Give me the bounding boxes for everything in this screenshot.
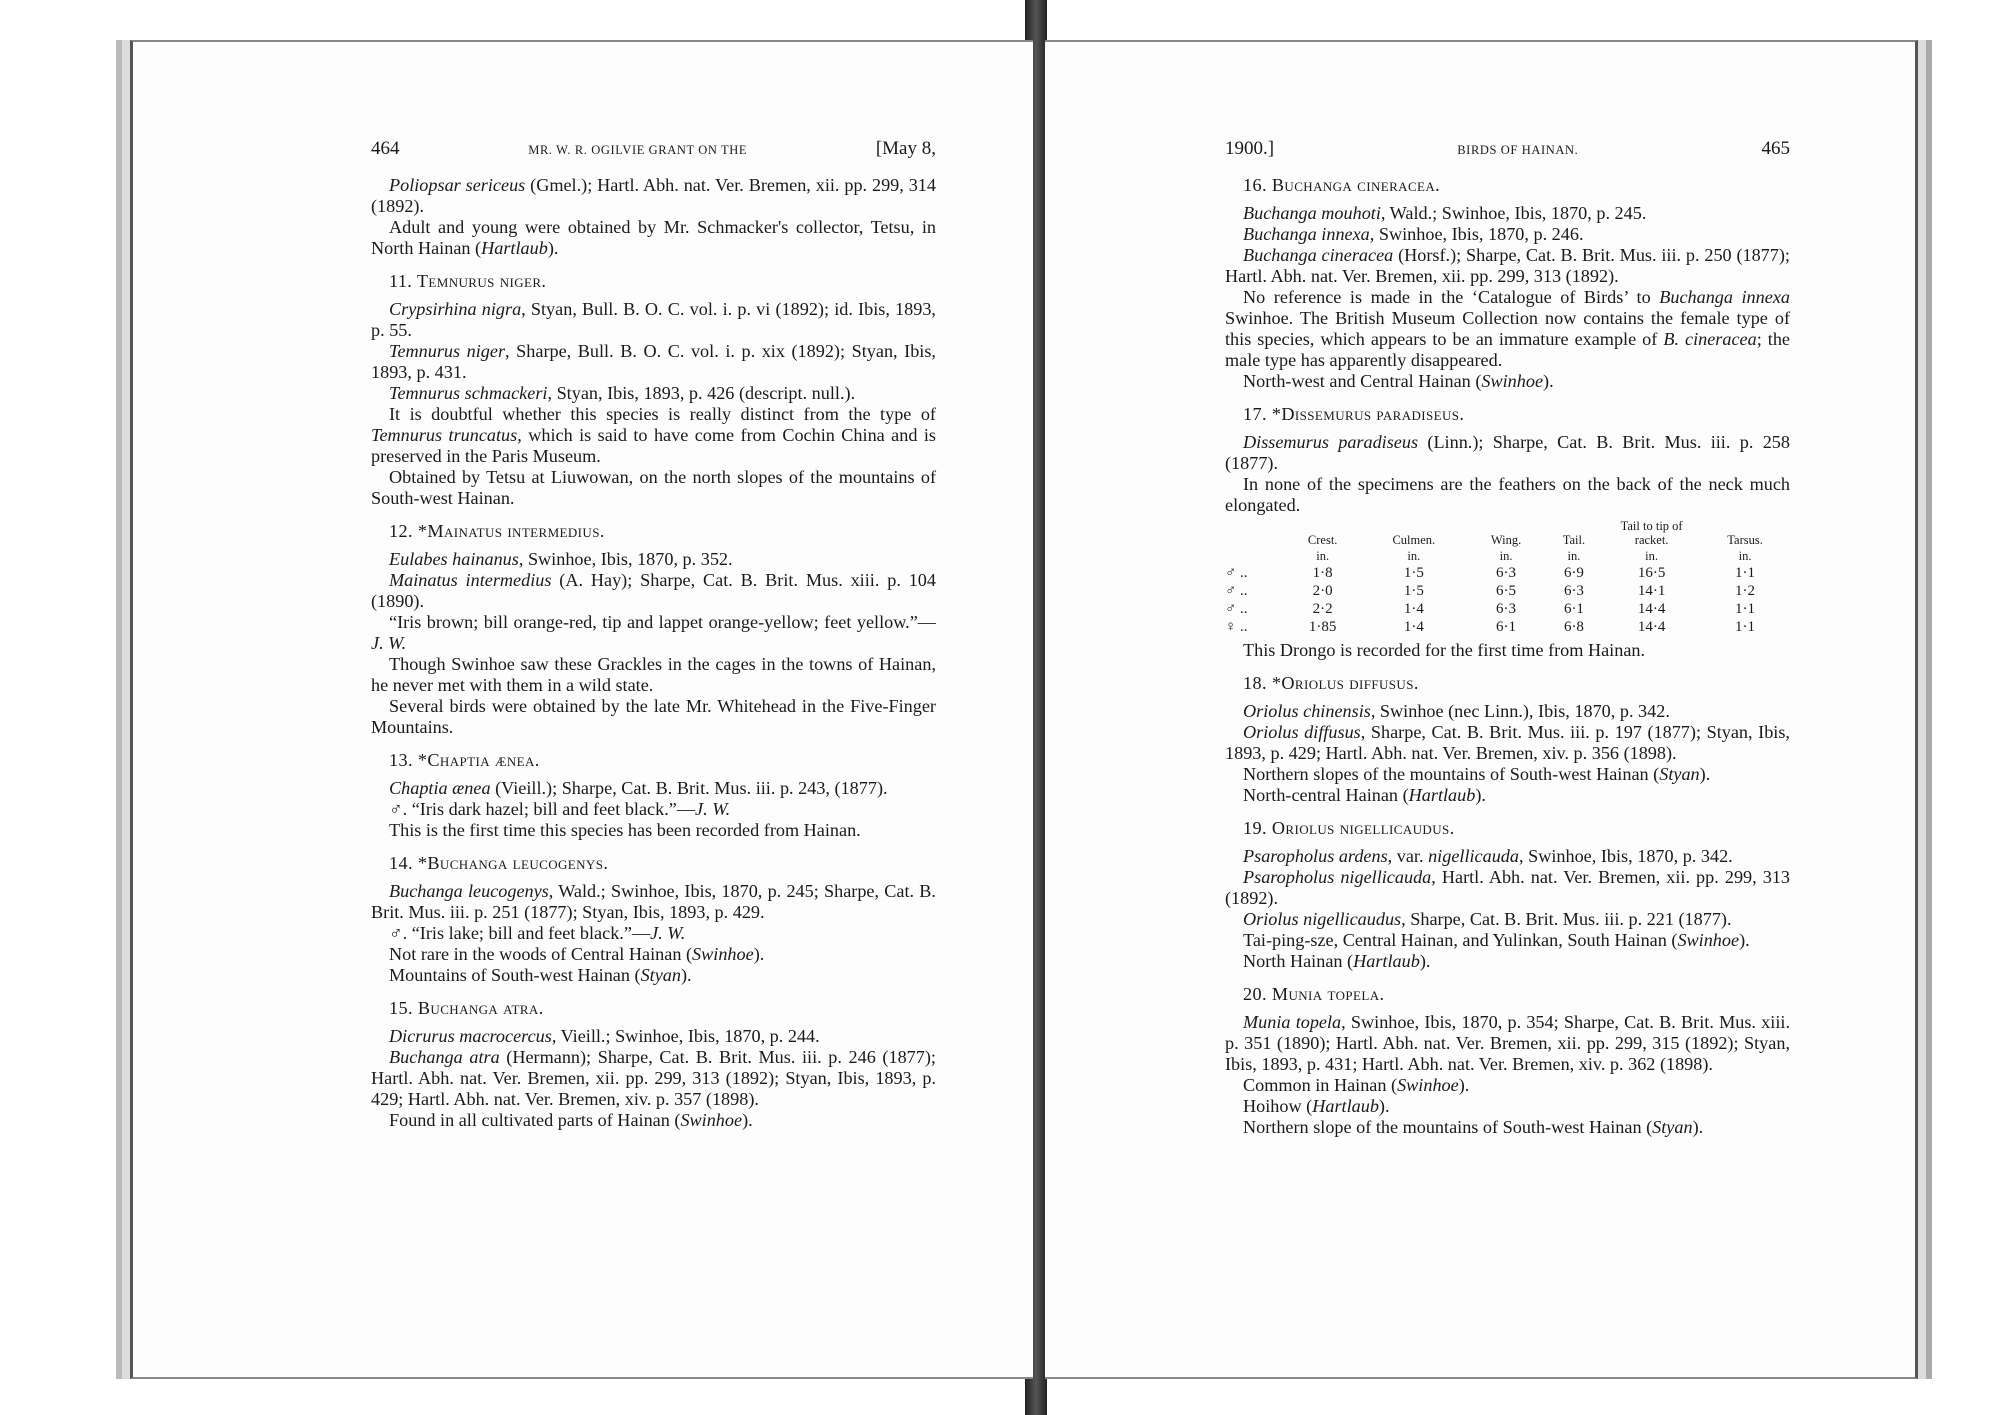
table-cell: 1·4 bbox=[1403, 601, 1424, 617]
synonym-entry: Eulabes hainanus, Swinhoe, Ibis, 1870, p. 352. bbox=[389, 549, 733, 569]
table-cell: 6·3 bbox=[1496, 565, 1517, 581]
synonym-entry: Buchanga cineracea (Horsf.); Sharpe, Cat. B. Brit. Mus. iii. p. 250 (1877); Hartl. Abh. nat. Ver. Bremen, xii. pp. 299, 313 (1892). bbox=[1225, 245, 1790, 286]
running-title: BIRDS OF HAINAN. bbox=[1457, 143, 1579, 157]
synonym-entry: Buchanga mouhoti, Wald.; Swinhoe, Ibis, 1870, p. 245. bbox=[1243, 203, 1647, 223]
table-header-row bbox=[1225, 518, 1790, 548]
species-heading: 17. *Dissemurus paradiseus. bbox=[1243, 404, 1465, 424]
unit-label: in. bbox=[1645, 549, 1659, 563]
species-heading: 13. *Chaptia ænea. bbox=[389, 750, 540, 770]
species-heading: 11. Temnurus niger. bbox=[389, 271, 547, 291]
species-heading: 15. Buchanga atra. bbox=[389, 998, 544, 1018]
synonym-entry: Dissemurus paradiseus (Linn.); Sharpe, Cat. B. Brit. Mus. iii. p. 258 (1877). bbox=[1225, 432, 1790, 473]
species-heading: 12. *Mainatus intermedius. bbox=[389, 521, 605, 541]
unit-label: in. bbox=[1316, 549, 1330, 563]
locality-line: Northern slope of the mountains of South-west Hainan (Styan). bbox=[1243, 1117, 1704, 1137]
synonym-entry: Buchanga atra (Hermann); Sharpe, Cat. B. Brit. Mus. iii. p. 246 (1877); Hartl. Abh. nat. Ver. Bremen, xii. pp. 299, 313 (1892); Styan, Ibis, 1893, p. 429; Hartl. Abh. nat. Ver. Bremen, xiv. p. 357 (1898). bbox=[371, 1047, 936, 1109]
table-cell: 6·8 bbox=[1563, 619, 1584, 635]
sex-symbol: ♂ .. bbox=[1225, 601, 1248, 617]
synonym-entry: Oriolus diffusus, Sharpe, Cat. B. Brit. Mus. iii. p. 197 (1877); Styan, Ibis, 1893, p. 429; Hartl. Abh. nat. Ver. Bremen, xiv. p. 356 (1898). bbox=[1225, 722, 1790, 763]
sex-symbol: ♀ .. bbox=[1225, 619, 1248, 635]
synonym-entry: Munia topela, Swinhoe, Ibis, 1870, p. 354; Sharpe, Cat. B. Brit. Mus. xiii. p. 351 (1890); Hartl. Abh. nat. Ver. Bremen, xii. pp. 299, 315 (1892); Styan, Ibis, 1893, p. 431; Hartl. Abh. nat. Ver. Bremen, xiv. p. 362 (1898). bbox=[1225, 1012, 1790, 1074]
left-running-head bbox=[371, 138, 936, 161]
column-header: Tarsus. bbox=[1727, 533, 1763, 547]
species-heading: 20. Munia topela. bbox=[1243, 984, 1385, 1004]
left-page bbox=[130, 40, 1033, 1379]
paragraph: It is doubtful whether this species is really distinct from the type of Temnurus truncatus, which is said to have come from Cochin China and is preserved in the Paris Museum. bbox=[371, 404, 936, 466]
table-cell: 6·9 bbox=[1563, 565, 1584, 581]
column-header: Tail to tip of racket. bbox=[1620, 519, 1683, 547]
table-cell: 1·5 bbox=[1403, 583, 1424, 599]
unit-label: in. bbox=[1738, 549, 1752, 563]
synonym-entry: Mainatus intermedius (A. Hay); Sharpe, Cat. B. Brit. Mus. xiii. p. 104 (1890). bbox=[371, 570, 936, 611]
synonym-entry: Psaropholus nigellicauda, Hartl. Abh. nat. Ver. Bremen, xii. pp. 299, 313 (1892). bbox=[1225, 867, 1791, 908]
field-note: ♂. “Iris lake; bill and feet black.”—J. W. bbox=[389, 923, 686, 943]
sex-symbol: ♂ .. bbox=[1225, 583, 1248, 599]
table-cell: 1·8 bbox=[1312, 565, 1333, 581]
running-title: MR. W. R. OGILVIE GRANT ON THE bbox=[528, 143, 748, 157]
paragraph: Obtained by Tetsu at Liuwowan, on the north slopes of the mountains of South-west Hainan. bbox=[371, 467, 936, 508]
synonym-entry: Chaptia ænea (Vieill.); Sharpe, Cat. B. Brit. Mus. iii. p. 243, (1877). bbox=[389, 778, 888, 798]
date-mark: 1900.] bbox=[1225, 138, 1275, 159]
right-page bbox=[1045, 40, 1918, 1379]
table-row bbox=[1225, 600, 1790, 618]
unit-label: in. bbox=[1567, 549, 1581, 563]
locality-line: Common in Hainan (Swinhoe). bbox=[1243, 1075, 1470, 1095]
synonym-entry: Oriolus chinensis, Swinhoe (nec Linn.), Ibis, 1870, p. 342. bbox=[1243, 701, 1670, 721]
paragraph: Though Swinhoe saw these Grackles in the cages in the towns of Hainan, he never met with them in a wild state. bbox=[371, 654, 936, 695]
synonym-entry: Temnurus niger, Sharpe, Bull. B. O. C. vol. i. p. xix (1892); Styan, Ibis, 1893, p. 431. bbox=[371, 341, 936, 382]
field-note: ♂. “Iris dark hazel; bill and feet black.”—J. W. bbox=[389, 799, 731, 819]
synonym-entry: Crypsirhina nigra, Styan, Bull. B. O. C. vol. i. p. vi (1892); id. Ibis, 1893, p. 55. bbox=[371, 299, 936, 340]
table-cell: 6·3 bbox=[1496, 601, 1517, 617]
table-row bbox=[1225, 618, 1790, 636]
table-cell: 1·85 bbox=[1308, 619, 1337, 635]
table-cell: 14·4 bbox=[1637, 601, 1666, 617]
table-cell: 6·3 bbox=[1563, 583, 1584, 599]
species-heading: 14. *Buchanga leucogenys. bbox=[389, 853, 609, 873]
column-header: Culmen. bbox=[1392, 533, 1436, 547]
locality-line: North-central Hainan (Hartlaub). bbox=[1243, 785, 1486, 805]
species-heading: 19. Oriolus nigellicaudus. bbox=[1243, 818, 1455, 838]
table-cell: 6·1 bbox=[1496, 619, 1517, 635]
synonym-entry: Psaropholus ardens, var. nigellicauda, Swinhoe, Ibis, 1870, p. 342. bbox=[1243, 846, 1733, 866]
left-page-text bbox=[371, 138, 936, 1131]
table-cell: 6·5 bbox=[1496, 583, 1517, 599]
right-running-head bbox=[1225, 138, 1790, 161]
paragraph: Adult and young were obtained by Mr. Schmacker's collector, Tetsu, in North Hainan (Hartlaub). bbox=[371, 217, 936, 258]
locality-line: North-west and Central Hainan (Swinhoe). bbox=[1243, 371, 1554, 391]
paragraph: Several birds were obtained by the late Mr. Whitehead in the Five-Finger Mountains. bbox=[371, 696, 936, 737]
table-cell: 1·1 bbox=[1735, 619, 1756, 635]
species-heading: 16. Buchanga cineracea. bbox=[1243, 175, 1441, 195]
page-number: 465 bbox=[1761, 138, 1790, 159]
synonym-entry: Buchanga innexa, Swinhoe, Ibis, 1870, p. 246. bbox=[1243, 224, 1584, 244]
table-cell: 1·5 bbox=[1403, 565, 1424, 581]
measurements-table bbox=[1225, 518, 1790, 636]
table-cell: 1·1 bbox=[1735, 565, 1756, 581]
locality-line: Not rare in the woods of Central Hainan (Swinhoe). bbox=[389, 944, 765, 964]
column-header: Crest. bbox=[1307, 533, 1338, 547]
locality-line: North Hainan (Hartlaub). bbox=[1243, 951, 1431, 971]
table-cell: 2·0 bbox=[1312, 583, 1333, 599]
field-note: “Iris brown; bill orange-red, tip and lappet orange-yellow; feet yellow.”—J. W. bbox=[371, 612, 936, 653]
paragraph: In none of the specimens are the feathers on the back of the neck much elongated. bbox=[1225, 474, 1790, 515]
sex-symbol: ♂ .. bbox=[1225, 565, 1248, 581]
paragraph: This Drongo is recorded for the first time from Hainan. bbox=[1243, 640, 1646, 660]
locality-line: Tai-ping-sze, Central Hainan, and Yulinkan, South Hainan (Swinhoe). bbox=[1243, 930, 1750, 950]
locality-line: Mountains of South-west Hainan (Styan). bbox=[389, 965, 692, 985]
table-cell: 14·1 bbox=[1637, 583, 1666, 599]
locality-line: Found in all cultivated parts of Hainan (Swinhoe). bbox=[389, 1110, 753, 1130]
table-cell: 1·2 bbox=[1735, 583, 1756, 599]
synonym-entry: Poliopsar sericeus (Gmel.); Hartl. Abh. nat. Ver. Bremen, xii. pp. 299, 314 (1892). bbox=[371, 175, 936, 216]
locality-line: Hoihow (Hartlaub). bbox=[1243, 1096, 1390, 1116]
synonym-entry: Buchanga leucogenys, Wald.; Swinhoe, Ibis, 1870, p. 245; Sharpe, Cat. B. Brit. Mus. iii. p. 251 (1877); Styan, Ibis, 1893, p. 429. bbox=[371, 881, 936, 922]
unit-label: in. bbox=[1499, 549, 1513, 563]
synonym-entry: Temnurus schmackeri, Styan, Ibis, 1893, p. 426 (descript. null.). bbox=[389, 383, 856, 403]
column-header: Wing. bbox=[1490, 533, 1522, 547]
paragraph: No reference is made in the ‘Catalogue of Birds’ to Buchanga innexa Swinhoe. The British Museum Collection now contains the female type of this species, which appears to be an immature example of B. cineracea; the male type has apparently disappeared. bbox=[1225, 287, 1790, 370]
synonym-entry: Dicrurus macrocercus, Vieill.; Swinhoe, Ibis, 1870, p. 244. bbox=[389, 1026, 820, 1046]
table-units-row bbox=[1225, 548, 1790, 564]
table-row bbox=[1225, 564, 1790, 582]
date-mark: [May 8, bbox=[875, 138, 936, 159]
locality-line: Northern slopes of the mountains of South-west Hainan (Styan). bbox=[1243, 764, 1711, 784]
table-cell: 16·5 bbox=[1637, 565, 1666, 581]
unit-label: in. bbox=[1407, 549, 1421, 563]
table-row bbox=[1225, 582, 1790, 600]
table-cell: 2·2 bbox=[1312, 601, 1333, 617]
book-spread bbox=[110, 40, 1910, 1380]
page-number: 464 bbox=[371, 138, 400, 159]
column-header: Tail. bbox=[1562, 533, 1586, 547]
right-page-text bbox=[1225, 138, 1790, 1138]
table-cell: 1·4 bbox=[1403, 619, 1424, 635]
table-cell: 6·1 bbox=[1563, 601, 1584, 617]
species-heading: 18. *Oriolus diffusus. bbox=[1243, 673, 1419, 693]
table-cell: 1·1 bbox=[1735, 601, 1756, 617]
synonym-entry: Oriolus nigellicaudus, Sharpe, Cat. B. Brit. Mus. iii. p. 221 (1877). bbox=[1243, 909, 1732, 929]
table-cell: 14·4 bbox=[1637, 619, 1666, 635]
paragraph: This is the first time this species has been recorded from Hainan. bbox=[389, 820, 861, 840]
